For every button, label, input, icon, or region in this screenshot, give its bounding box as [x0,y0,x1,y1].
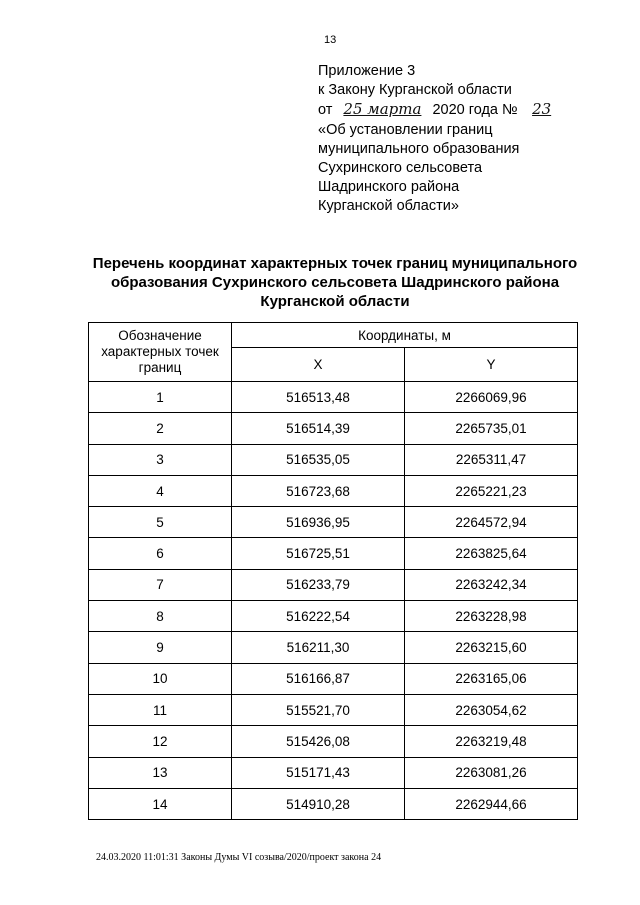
title-line: Курганской области [260,293,410,310]
table-row [89,694,578,725]
appendix-date-line [318,100,562,120]
x-cell: 515521,70 [232,694,405,725]
x-cell: 516936,95 [232,507,405,538]
y-cell: 2265311,47 [405,444,578,475]
point-cell: 10 [89,663,232,694]
point-cell: 8 [89,601,232,632]
point-cell: 14 [89,788,232,819]
point-cell: 11 [89,694,232,725]
table-row [89,663,578,694]
y-cell: 2266069,96 [405,382,578,413]
point-cell: 12 [89,726,232,757]
y-cell: 2264572,94 [405,507,578,538]
table-row [89,538,578,569]
title-line: Перечень координат характерных точек границ муниципального [92,255,578,272]
header-point-designation: Обозначение характерных точек границ [89,323,232,382]
x-cell: 515171,43 [232,757,405,788]
x-cell: 516514,39 [232,413,405,444]
table-row [89,601,578,632]
table-row [89,413,578,444]
appendix-line: муниципального образования [318,140,520,157]
point-cell: 5 [89,507,232,538]
page-number: 13 [324,34,337,46]
x-cell: 516725,51 [232,538,405,569]
handwritten-date: 25 марта [343,100,422,119]
table-row [89,788,578,819]
y-cell: 2263081,26 [405,757,578,788]
point-cell: 3 [89,444,232,475]
y-cell: 2263165,06 [405,663,578,694]
table-row [89,475,578,506]
x-cell: 516535,05 [232,444,405,475]
x-cell: 515426,08 [232,726,405,757]
x-cell: 516723,68 [232,475,405,506]
y-cell: 2263054,62 [405,694,578,725]
table-row [89,444,578,475]
x-cell: 516222,54 [232,601,405,632]
point-cell: 1 [89,382,232,413]
table-row [89,507,578,538]
appendix-header [318,62,562,217]
y-cell: 2262944,66 [405,788,578,819]
point-cell: 13 [89,757,232,788]
x-cell: 516211,30 [232,632,405,663]
appendix-line: Сухринского сельсовета [318,160,483,177]
header-y: Y [405,348,578,382]
footer-stamp: 24.03.2020 11:01:31 Законы Думы VI созыва/2020/проект закона 24 [96,852,382,863]
point-cell: 4 [89,475,232,506]
point-cell: 7 [89,569,232,600]
date-suffix: 2020 года № [432,102,518,119]
x-cell: 514910,28 [232,788,405,819]
table-row [89,726,578,757]
handwritten-law-number: 23 [532,100,552,119]
y-cell: 2263215,60 [405,632,578,663]
table-body [89,382,578,820]
table-row [89,632,578,663]
appendix-line: Шадринского района [318,179,460,196]
header-x: X [232,348,405,382]
x-cell: 516233,79 [232,569,405,600]
appendix-line: «Об установлении границ [318,121,493,138]
point-cell: 6 [89,538,232,569]
appendix-line: Курганской области» [318,198,459,215]
y-cell: 2263242,34 [405,569,578,600]
date-prefix: от [318,102,333,119]
table-row [89,569,578,600]
x-cell: 516513,48 [232,382,405,413]
appendix-line: Приложение 3 [318,63,416,79]
y-cell: 2265221,23 [405,475,578,506]
y-cell: 2263825,64 [405,538,578,569]
y-cell: 2263219,48 [405,726,578,757]
appendix-line: к Закону Курганской области [318,82,512,99]
table-row [89,757,578,788]
document-title [60,254,610,311]
header-coordinates: Координаты, м [232,323,578,348]
y-cell: 2265735,01 [405,413,578,444]
point-cell: 2 [89,413,232,444]
y-cell: 2263228,98 [405,601,578,632]
table-row [89,382,578,413]
point-cell: 9 [89,632,232,663]
x-cell: 516166,87 [232,663,405,694]
coordinates-table [88,322,578,820]
title-line: образования Сухринского сельсовета Шадринского района [110,274,560,291]
